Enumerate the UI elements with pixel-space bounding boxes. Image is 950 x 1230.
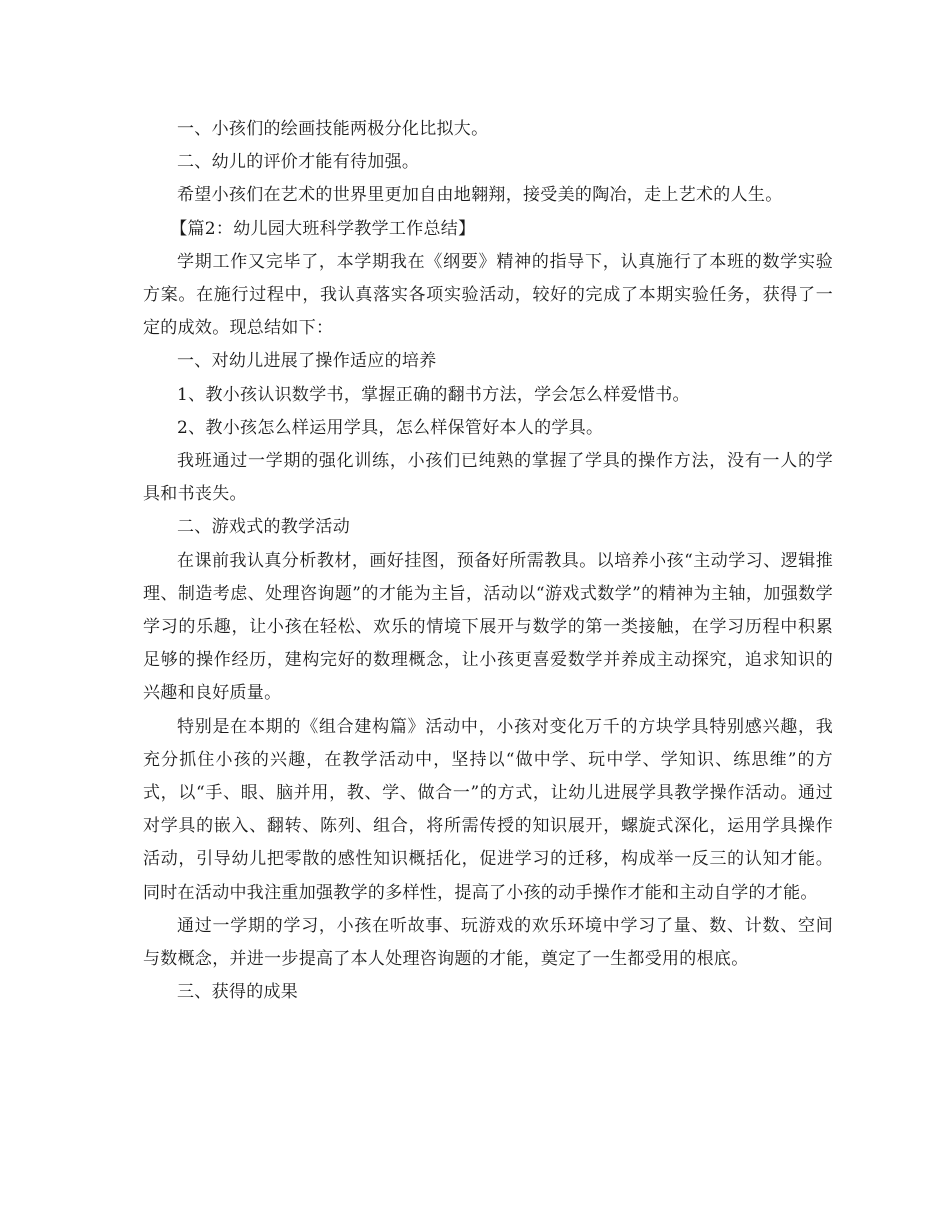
section-heading-2: 二、游戏式的教学活动 bbox=[177, 517, 350, 538]
intro-paragraph: 学期工作又完毕了，本学期我在《纲要》精神的指导下，认真施行了本班的数学实验方案。在施行过程中，我认真落实各项实验活动，较好的完成了本期实验任务，获得了一定的成效。现总结如下： bbox=[143, 251, 833, 339]
list-item-2: 2、教小孩怎么样运用学具，怎么样保管好本人的学具。 bbox=[177, 417, 604, 438]
body-paragraph: 通过一学期的学习，小孩在听故事、玩游戏的欢乐环境中学习了量、数、计数、空间与数概念，并进一步提高了本人处理咨询题的才能，奠定了一生都受用的根底。 bbox=[143, 915, 833, 970]
body-paragraph: 我班通过一学期的强化训练，小孩们已纯熟的掌握了学具的操作方法，没有一人的学具和书丧失。 bbox=[143, 451, 833, 505]
closing-paragraph: 希望小孩们在艺术的世界里更加自由地翱翔，接受美的陶冶，走上艺术的人生。 bbox=[177, 185, 783, 206]
section-title: 【篇2：幼儿园大班科学教学工作总结】 bbox=[170, 218, 476, 239]
section-heading-3: 三、获得的成果 bbox=[177, 982, 299, 1003]
body-paragraph: 在课前我认真分析教材，画好挂图，预备好所需教具。以培养小孩“主动学习、逻辑推理、制造考虑、处理咨询题”的才能为主旨，活动以“游戏式数学”的精神为主轴，加强数学学习的乐趣，让小孩在轻松、欢乐的情境下展开与数学的第一类接触，在学习历程中积累足够的操作经历，建构完好的数理概念，让小孩更喜爱数学并养成主动探究，追求知识的兴趣和良好质量。 bbox=[143, 550, 833, 704]
list-item-1: 1、教小孩认识数学书，掌握正确的翻书方法，学会怎么样爱惜书。 bbox=[177, 384, 690, 405]
list-item-evaluation-ability: 二、幼儿的评价才能有待加强。 bbox=[177, 152, 420, 173]
section-heading-1: 一、对幼儿进展了操作适应的培养 bbox=[177, 351, 437, 372]
document-body bbox=[143, 113, 833, 1009]
list-item-drawing-skills: 一、小孩们的绘画技能两极分化比拟大。 bbox=[177, 119, 489, 139]
body-paragraph: 特别是在本期的《组合建构篇》活动中，小孩对变化万千的方块学具特别感兴趣，我充分抓住小孩的兴趣，在教学活动中，坚持以“做中学、玩中学、学知识、练思维”的方式，以“手、眼、脑并用，教、学、做合一”的方式，让幼儿进展学具教学操作活动。通过对学具的嵌入、翻转、陈列、组合，将所需传授的知识展开，螺旋式深化，运用学具操作活动，引导幼儿把零散的感性知识概括化，促进学习的迁移，构成举一反三的认知才能。同时在活动中我注重加强教学的多样性，提高了小孩的动手操作才能和主动自学的才能。 bbox=[143, 716, 833, 903]
